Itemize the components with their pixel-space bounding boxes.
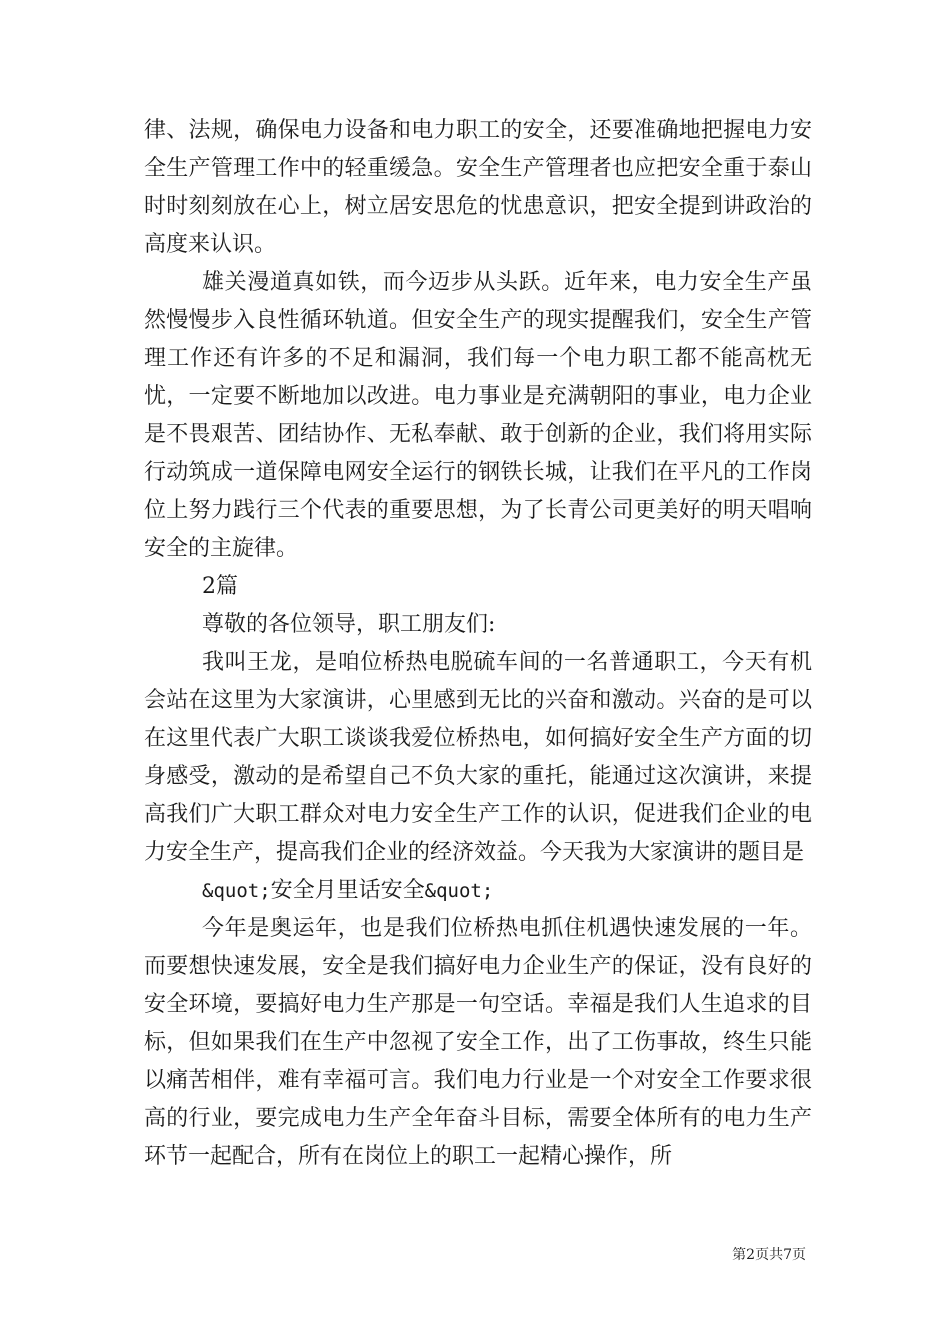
paragraph-2: 雄关漫道真如铁，而今迈步从头跃。近年来，电力安全生产虽然慢慢步入良性循环轨道。但安全生产的现实提醒我们，安全生产管理工作还有许多的不足和漏洞，我们每一个电力职工都不能高枕无忧，一定要不断地加以改进。电力事业是充满朝阳的事业，电力企业是不畏艰苦、团结协作、无私奉献、敢于创新的企业，我们将用实际行动筑成一道保障电网安全运行的钢铁长城，让我们在平凡的工作岗位上努力践行三个代表的重要思想，为了长青公司更美好的明天唱响安全的主旋律。	[144, 270, 812, 561]
paragraph-1: 律、法规，确保电力设备和电力职工的安全，还要准确地把握电力安全生产管理工作中的轻重缓急。安全生产管理者也应把安全重于泰山时时刻刻放在心上，树立居安思危的忧患意识，把安全提到讲政治的高度来认识。	[144, 118, 812, 257]
document-body	[144, 112, 812, 1176]
paragraph-3: 我叫王龙，是咱位桥热电脱硫车间的一名普通职工，今天有机会站在这里为大家演讲，心里感到无比的兴奋和激动。兴奋的是可以在这里代表广大职工谈谈我爱位桥热电，如何搞好安全生产方面的切身感受，激动的是希望自己不负大家的重托，能通过这次演讲，来提高我们广大职工群众对电力安全生产工作的认识，促进我们企业的电力安全生产，提高我们企业的经济效益。今天我为大家演讲的题目是	[144, 650, 812, 865]
speech-title-text: 安全月里话安全	[270, 878, 425, 903]
page-number: 第2页共7页	[732, 1247, 806, 1263]
salutation: 尊敬的各位领导，职工朋友们:	[202, 612, 496, 637]
section-heading: 2篇	[202, 574, 238, 599]
quote-close: &quot;	[424, 880, 494, 902]
quote-open: &quot;	[202, 880, 271, 902]
speech-title	[144, 872, 812, 910]
paragraph-4: 今年是奥运年，也是我们位桥热电抓住机遇快速发展的一年。而要想快速发展，安全是我们搞好电力企业生产的保证，没有良好的安全环境，要搞好电力生产那是一句空话。幸福是我们人生追求的目标，但如果我们在生产中忽视了安全工作，出了工伤事故，终生只能以痛苦相伴，难有幸福可言。我们电力行业是一个对安全工作要求很高的行业，要完成电力生产全年奋斗目标，需要全体所有的电力生产环节一起配合，所有在岗位上的职工一起精心操作，所	[144, 916, 812, 1169]
